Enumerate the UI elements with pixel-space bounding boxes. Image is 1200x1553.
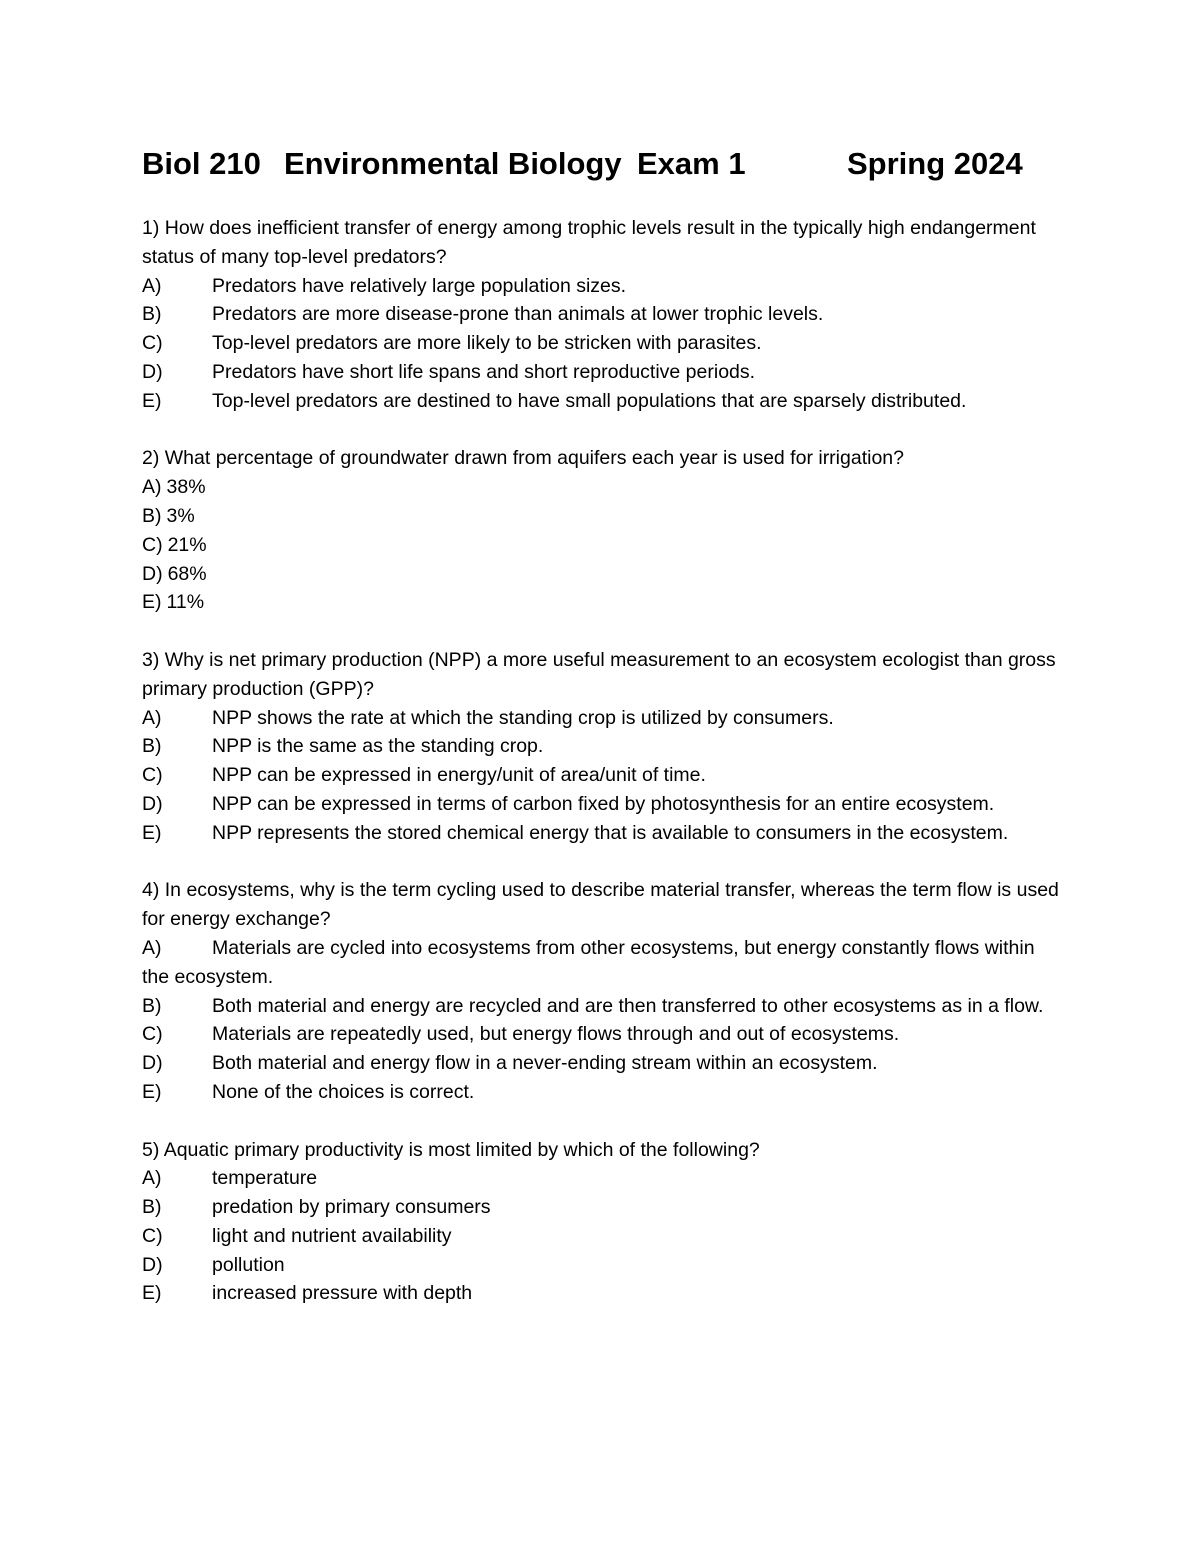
option-c bbox=[142, 329, 1067, 358]
option-text: Both material and energy are recycled and are then transferred to other ecosystems as in a flow. bbox=[212, 994, 1044, 1017]
course-name: Environmental Biology bbox=[284, 146, 622, 181]
option-text: Materials are cycled into ecosystems from other ecosystems, but energy constantly flows within the ecosystem. bbox=[142, 936, 1035, 988]
question-stem bbox=[142, 876, 1067, 934]
option-e bbox=[142, 1078, 1067, 1107]
option-letter: D) bbox=[142, 1253, 163, 1276]
question-number: 5) bbox=[142, 1138, 160, 1161]
question-stem bbox=[142, 646, 1067, 704]
option-letter: B) bbox=[142, 303, 162, 326]
option-c bbox=[142, 1222, 1067, 1251]
option-text: NPP represents the stored chemical energy that is available to consumers in the ecosystem. bbox=[212, 821, 1009, 844]
option-b bbox=[142, 732, 1067, 761]
option-letter: C) bbox=[142, 1023, 163, 1046]
option-text: 21% bbox=[167, 533, 207, 556]
option-letter: C) bbox=[142, 764, 163, 787]
option-text: temperature bbox=[212, 1167, 318, 1190]
option-d bbox=[142, 790, 1067, 819]
option-letter: E) bbox=[142, 1080, 162, 1103]
option-b bbox=[142, 1193, 1067, 1222]
option-letter: A) bbox=[142, 936, 162, 959]
option-letter: D) bbox=[142, 562, 163, 585]
question-1 bbox=[142, 214, 1067, 416]
question-number: 1) bbox=[142, 217, 160, 239]
option-b bbox=[142, 502, 1067, 531]
question-2 bbox=[142, 444, 1067, 617]
option-letter: A) bbox=[142, 274, 162, 297]
option-d bbox=[142, 358, 1067, 387]
term-label: Spring 2024 bbox=[847, 146, 1023, 181]
option-text: 68% bbox=[167, 562, 207, 585]
option-e bbox=[142, 588, 1067, 617]
option-text: pollution bbox=[212, 1253, 285, 1276]
option-d bbox=[142, 1049, 1067, 1078]
option-b bbox=[142, 992, 1067, 1021]
option-letter: E) bbox=[142, 591, 162, 614]
option-e bbox=[142, 1279, 1067, 1308]
question-text: In ecosystems, why is the term cycling used to describe material transfer, whereas the term flow is used for energy exchange? bbox=[142, 879, 1059, 931]
question-text: Why is net primary production (NPP) a more useful measurement to an ecosystem ecologist than gross primary production (GPP)? bbox=[142, 648, 1056, 700]
option-letter: A) bbox=[142, 476, 162, 499]
option-text: 11% bbox=[166, 591, 205, 614]
option-text: increased pressure with depth bbox=[212, 1282, 473, 1305]
question-3 bbox=[142, 646, 1067, 848]
option-letter: C) bbox=[142, 332, 163, 355]
option-b bbox=[142, 300, 1067, 329]
option-d bbox=[142, 1251, 1067, 1280]
option-letter: A) bbox=[142, 706, 162, 729]
option-e bbox=[142, 387, 1067, 416]
question-stem bbox=[142, 214, 1067, 272]
option-letter: A) bbox=[142, 1167, 162, 1190]
option-letter: E) bbox=[142, 389, 162, 412]
option-letter: C) bbox=[142, 533, 163, 556]
option-letter: B) bbox=[142, 735, 162, 758]
option-d bbox=[142, 560, 1067, 589]
option-c bbox=[142, 531, 1067, 560]
option-letter: B) bbox=[142, 1196, 162, 1219]
option-text: predation by primary consumers bbox=[212, 1196, 491, 1219]
course-code: Biol 210 bbox=[142, 146, 261, 181]
option-a bbox=[142, 272, 1067, 301]
option-text: NPP is the same as the standing crop. bbox=[212, 735, 544, 758]
question-list bbox=[142, 214, 1067, 1337]
option-text: Top-level predators are destined to have small populations that are sparsely distributed. bbox=[212, 389, 967, 412]
option-letter: E) bbox=[142, 821, 162, 844]
option-text: Both material and energy flow in a never-ending stream within an ecosystem. bbox=[212, 1052, 878, 1075]
option-text: Materials are repeatedly used, but energy flows through and out of ecosystems. bbox=[212, 1023, 900, 1046]
question-number: 2) bbox=[142, 447, 160, 470]
question-text: Aquatic primary productivity is most limited by which of the following? bbox=[163, 1138, 760, 1161]
option-c bbox=[142, 1020, 1067, 1049]
option-text: Predators have relatively large population sizes. bbox=[212, 274, 627, 297]
option-text: None of the choices is correct. bbox=[212, 1080, 475, 1103]
option-letter: D) bbox=[142, 792, 163, 815]
question-stem bbox=[142, 444, 1067, 473]
option-c bbox=[142, 761, 1067, 790]
option-letter: D) bbox=[142, 360, 163, 383]
option-a bbox=[142, 1164, 1067, 1193]
option-text: 3% bbox=[166, 504, 195, 527]
option-text: Predators are more disease-prone than animals at lower trophic levels. bbox=[212, 303, 824, 326]
option-letter: B) bbox=[142, 994, 162, 1017]
question-text: What percentage of groundwater drawn from aquifers each year is used for irrigation? bbox=[164, 447, 904, 470]
option-letter: B) bbox=[142, 504, 162, 527]
question-4 bbox=[142, 876, 1067, 1106]
option-text: Predators have short life spans and short reproductive periods. bbox=[212, 360, 756, 383]
option-text: NPP can be expressed in energy/unit of area/unit of time. bbox=[212, 764, 706, 787]
option-text: light and nutrient availability bbox=[212, 1224, 452, 1247]
option-e bbox=[142, 819, 1067, 848]
question-number: 3) bbox=[142, 648, 160, 671]
exam-label: Exam 1 bbox=[637, 146, 746, 181]
option-a bbox=[142, 934, 1067, 992]
option-text: Top-level predators are more likely to be stricken with parasites. bbox=[212, 332, 762, 355]
option-text: NPP can be expressed in terms of carbon fixed by photosynthesis for an entire ecosystem. bbox=[212, 792, 995, 815]
question-stem bbox=[142, 1136, 1067, 1165]
question-number: 4) bbox=[142, 879, 160, 902]
option-text: NPP shows the rate at which the standing crop is utilized by consumers. bbox=[212, 706, 834, 729]
question-5 bbox=[142, 1136, 1067, 1309]
option-text: 38% bbox=[166, 476, 206, 499]
question-text: How does inefficient transfer of energy among trophic levels result in the typically high endangerment status of many top-level predators? bbox=[142, 217, 1036, 268]
option-a bbox=[142, 704, 1067, 733]
option-a bbox=[142, 473, 1067, 502]
option-letter: C) bbox=[142, 1224, 163, 1247]
option-letter: D) bbox=[142, 1052, 163, 1075]
exam-header bbox=[142, 140, 1042, 188]
option-letter: E) bbox=[142, 1282, 162, 1305]
